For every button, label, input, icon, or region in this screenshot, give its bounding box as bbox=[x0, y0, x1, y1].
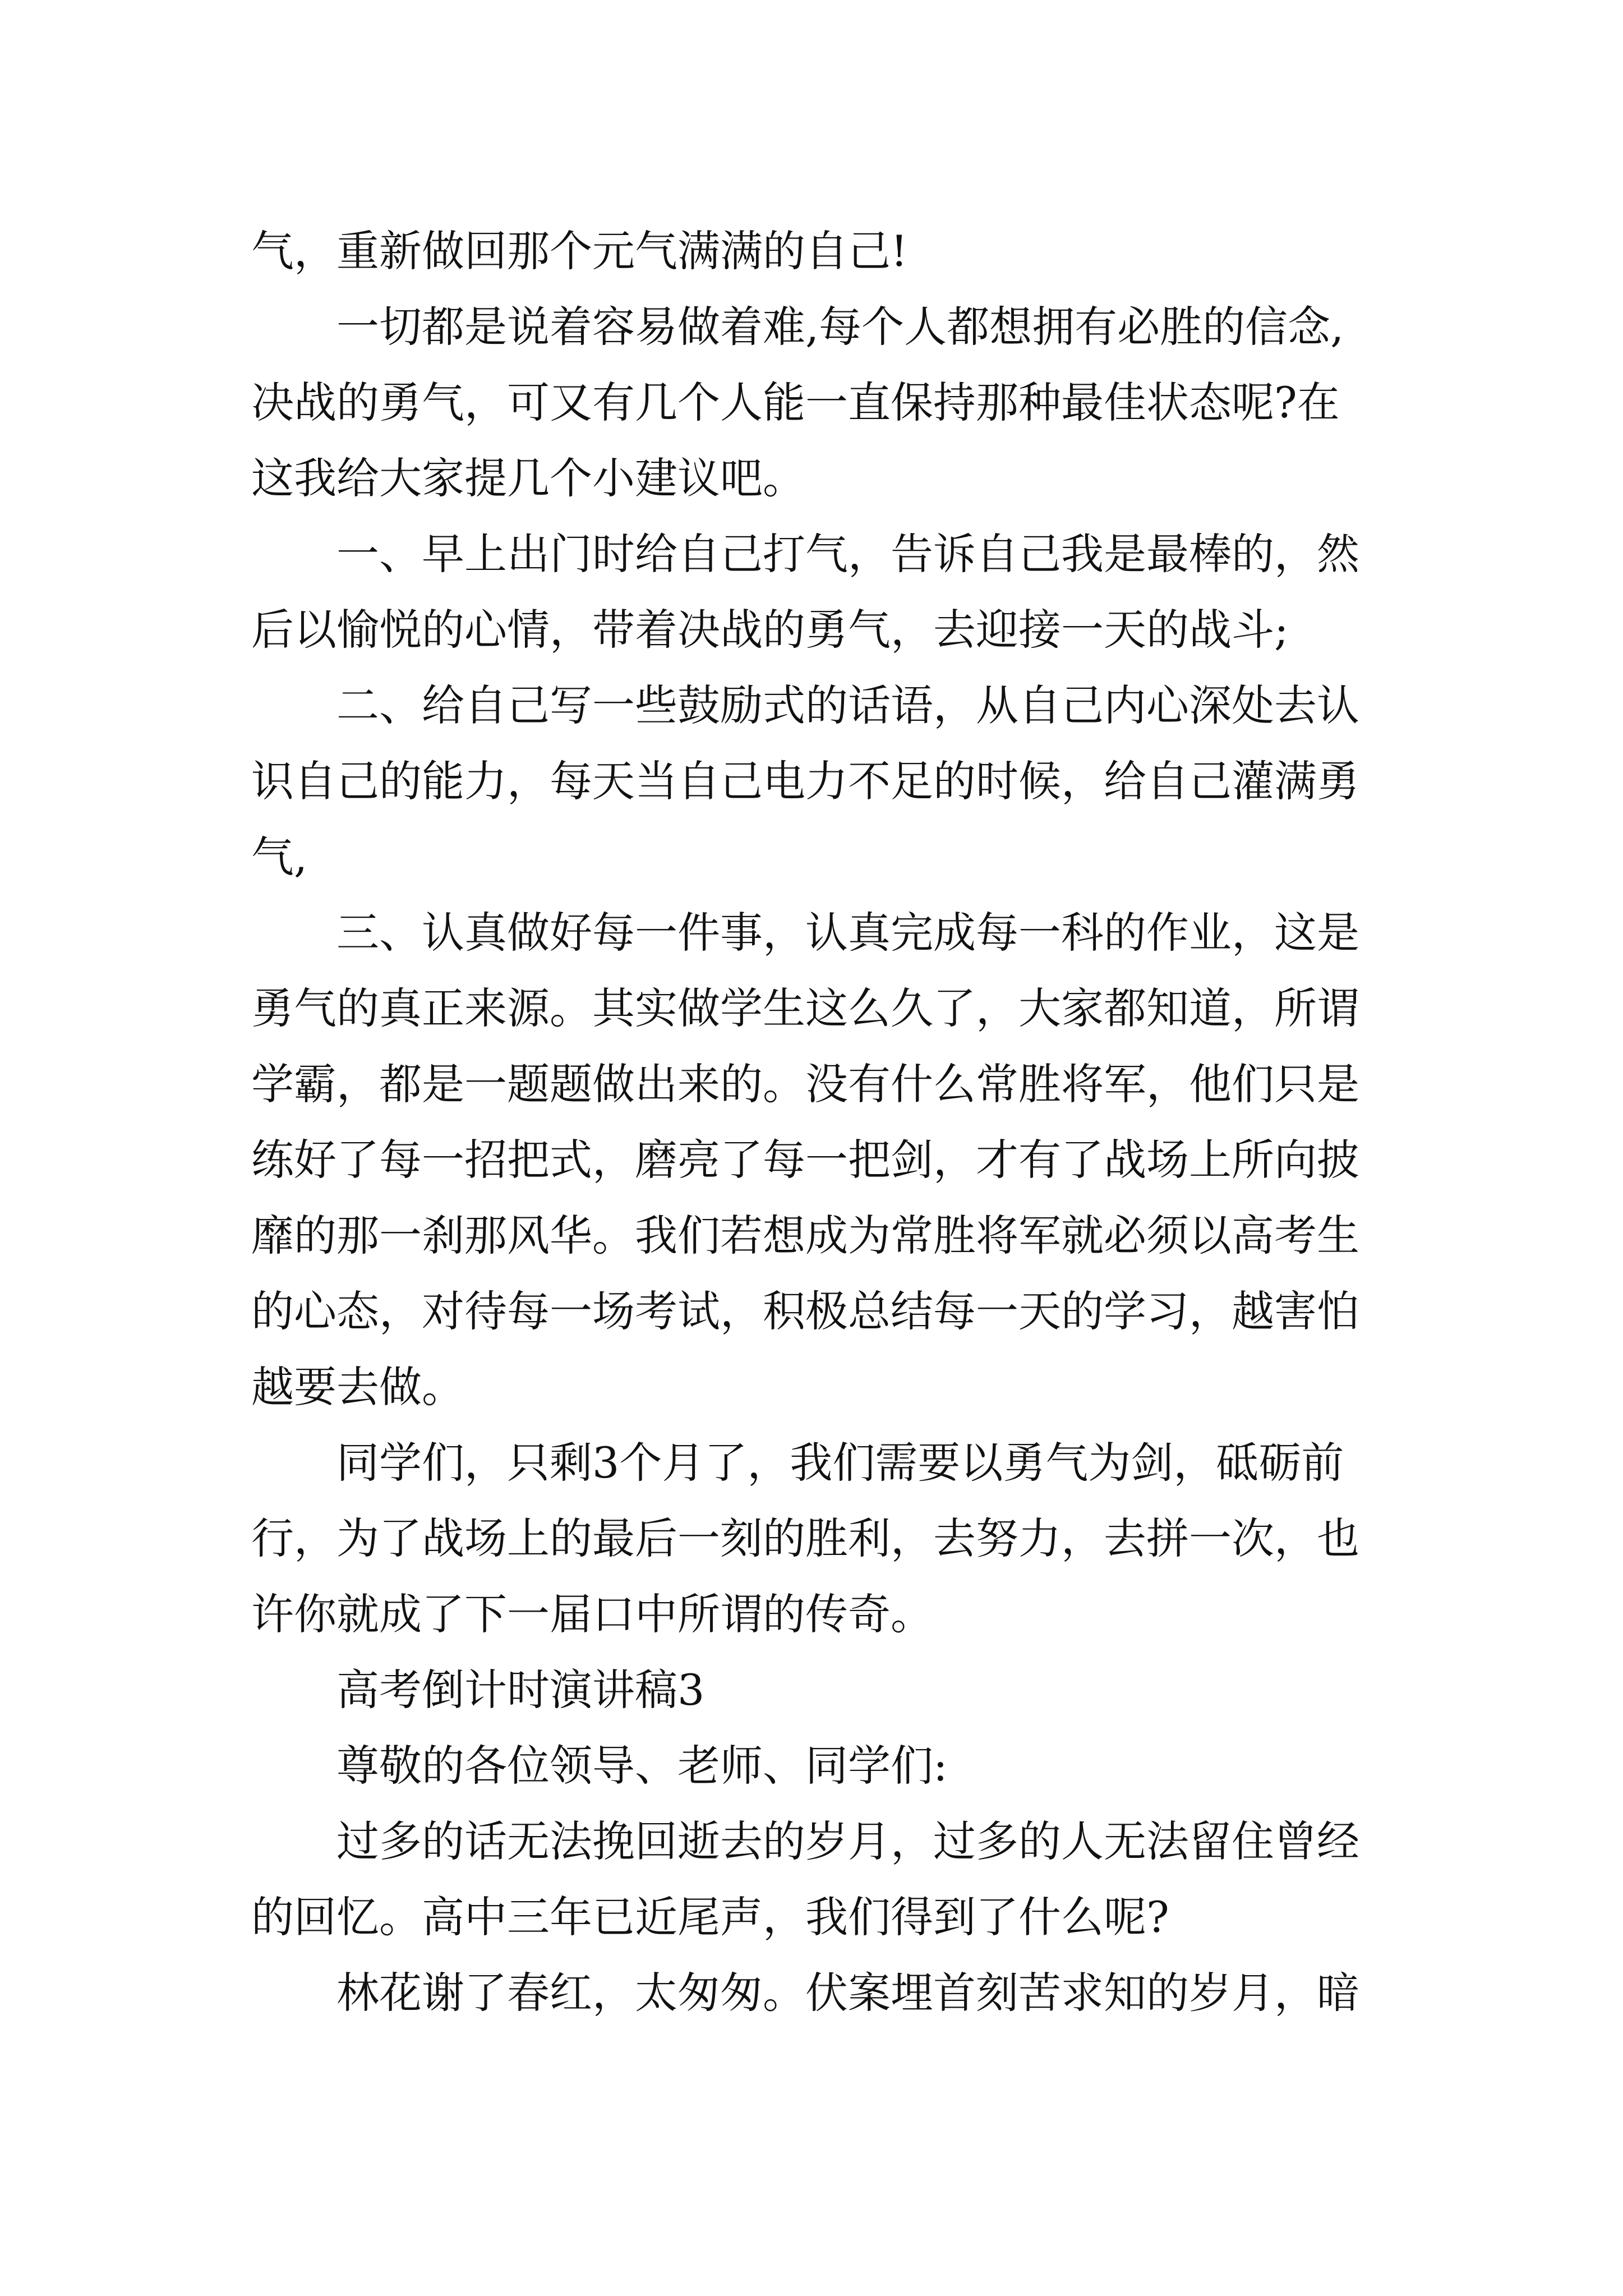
paragraph-line: 林花谢了春红，太匆匆。伏案埋首刻苦求知的岁月，暗 bbox=[336, 1968, 1359, 2018]
paragraph-line: 一、早上出门时给自己打气，告诉自己我是最棒的，然 bbox=[336, 529, 1359, 579]
text-line: 练好了每一招把式，磨亮了每一把剑，才有了战场上所向披 bbox=[251, 1135, 1359, 1185]
paragraph-line: 三、认真做好每一件事，认真完成每一科的作业，这是 bbox=[336, 908, 1359, 958]
text-line: 这我给大家提几个小建议吧。 bbox=[251, 453, 805, 503]
text-line: 气，重新做回那个元气满满的自己! bbox=[251, 226, 908, 276]
paragraph-line: 一切都是说着容易做着难,每个人都想拥有必胜的信念, bbox=[336, 302, 1344, 352]
text-line: 勇气的真正来源。其实做学生这么久了，大家都知道，所谓 bbox=[251, 983, 1359, 1033]
paragraph-line: 二、给自己写一些鼓励式的话语，从自己内心深处去认 bbox=[336, 680, 1359, 730]
text-line: 气, bbox=[251, 832, 308, 882]
text-line: 越要去做。 bbox=[251, 1362, 464, 1412]
text-line: 靡的那一刹那风华。我们若想成为常胜将军就必须以高考生 bbox=[251, 1211, 1359, 1260]
text-line: 的心态，对待每一场考试，积极总结每一天的学习，越害怕 bbox=[251, 1286, 1359, 1336]
text-line: 学霸，都是一题题做出来的。没有什么常胜将军，他们只是 bbox=[251, 1059, 1359, 1109]
section-heading: 高考倒计时演讲稿3 bbox=[336, 1665, 705, 1715]
text-line: 行，为了战场上的最后一刻的胜利，去努力，去拼一次，也 bbox=[251, 1513, 1359, 1563]
text-line: 许你就成了下一届口中所谓的传奇。 bbox=[251, 1589, 933, 1639]
text-line: 的回忆。高中三年已近尾声，我们得到了什么呢? bbox=[251, 1892, 1169, 1942]
salutation: 尊敬的各位领导、老师、同学们: bbox=[336, 1741, 948, 1791]
text-line: 决战的勇气，可又有几个人能一直保持那种最佳状态呢?在 bbox=[251, 378, 1340, 427]
text-line: 识自己的能力，每天当自己电力不足的时候，给自己灌满勇 bbox=[251, 756, 1359, 806]
text-line: 后以愉悦的心情，带着决战的勇气，去迎接一天的战斗; bbox=[251, 605, 1289, 655]
paragraph-line: 过多的话无法挽回逝去的岁月，过多的人无法留住曾经 bbox=[336, 1816, 1359, 1866]
paragraph-line: 同学们，只剩3个月了，我们需要以勇气为剑，砥砺前 bbox=[336, 1438, 1344, 1488]
